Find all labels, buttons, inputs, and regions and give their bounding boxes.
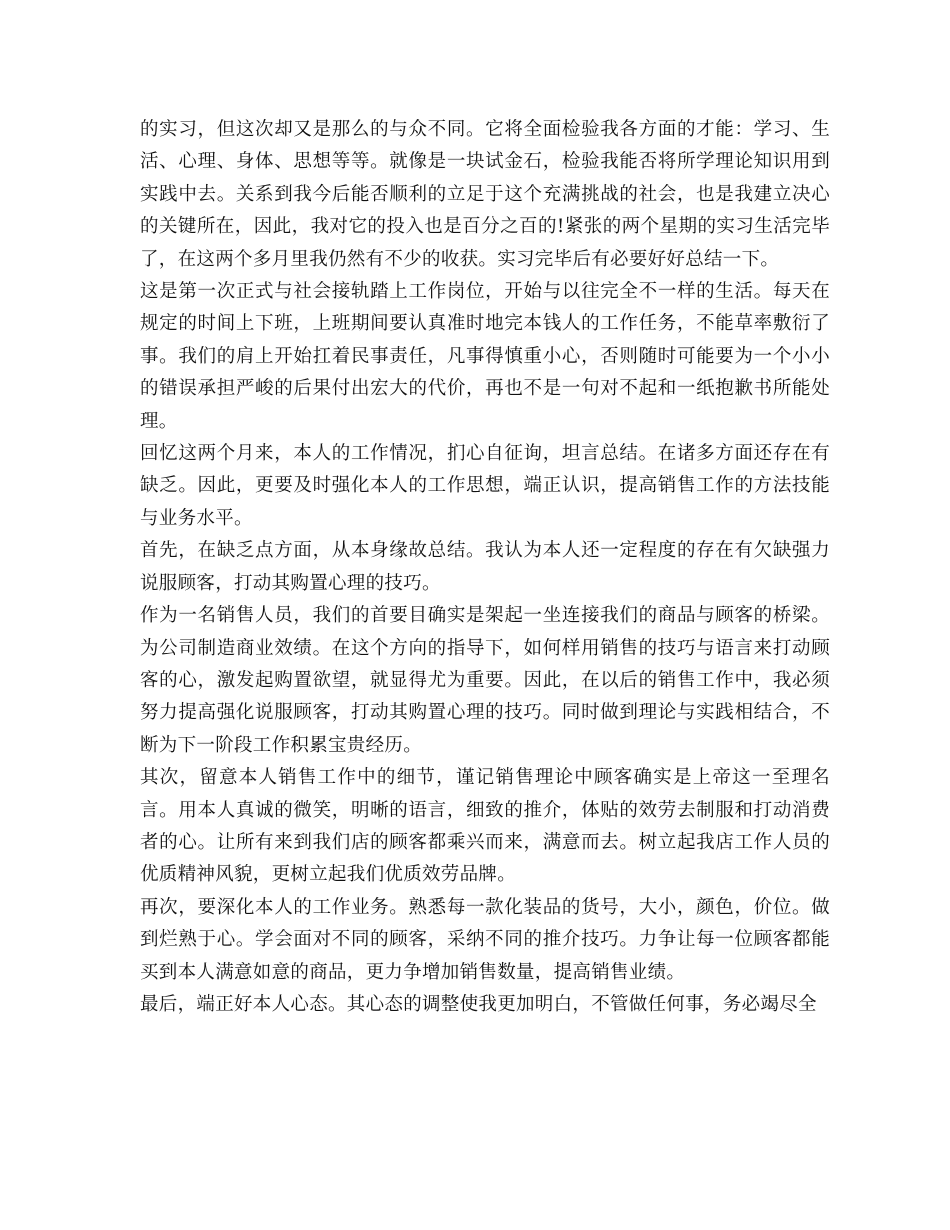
document-body [140,114,830,1021]
paragraph-3: 回忆这两个月来，本人的工作情况，扪心自征询，坦言总结。在诸多方面还存在有缺乏。因此，更要及时强化本人的工作思想，端正认识，提高销售工作的方法技能与业务水平。 [140,443,830,529]
paragraph-5: 作为一名销售人员，我们的首要目确实是架起一坐连接我们的商品与顾客的桥梁。为公司制造商业效绩。在这个方向的指导下，如何样用销售的技巧与语言来打动顾客的心，激发起购置欲望，就显得尤为重要。因此，在以后的销售工作中，我必须努力提高强化说服顾客，打动其购置心理的技巧。同时做到理论与实践相结合，不断为下一阶段工作积累宝贵经历。 [140,605,830,756]
paragraph-6: 其次，留意本人销售工作中的细节，谨记销售理论中顾客确实是上帝这一至理名言。用本人真诚的微笑，明晰的语言，细致的推介，体贴的效劳去制服和打动消费者的心。让所有来到我们店的顾客都乘兴而来，满意而去。树立起我店工作人员的优质精神风貌，更树立起我们优质效劳品牌。 [140,767,830,886]
paragraph-1: 的实习，但这次却又是那么的与众不同。它将全面检验我各方面的才能：学习、生活、心理、身体、思想等等。就像是一块试金石，检验我能否将所学理论知识用到实践中去。关系到我今后能否顺利的立足于这个充满挑战的社会，也是我建立决心的关键所在，因此，我对它的投入也是百分之百的!紧张的两个星期的实习生活完毕了，在这两个多月里我仍然有不少的收获。实习完毕后有必要好好总结一下。 [140,119,830,270]
paragraph-8: 最后，端正好本人心态。其心态的调整使我更加明白，不管做任何事，务必竭尽全 [140,993,817,1015]
paragraph-2: 这是第一次正式与社会接轨踏上工作岗位，开始与以往完全不一样的生活。每天在规定的时间上下班，上班期间要认真准时地完本钱人的工作任务，不能草率敷衍了事。我们的肩上开始扛着民事责任，凡事得慎重小心，否则随时可能要为一个小小的错误承担严峻的后果付出宏大的代价，再也不是一句对不起和一纸抱歉书所能处理。 [140,281,830,432]
paragraph-7: 再次，要深化本人的工作业务。熟悉每一款化装品的货号，大小，颜色，价位。做到烂熟于心。学会面对不同的顾客，采纳不同的推介技巧。力争让每一位顾客都能买到本人满意如意的商品，更力争增加销售数量，提高销售业绩。 [140,896,830,983]
paragraph-4: 首先，在缺乏点方面，从本身缘故总结。我认为本人还一定程度的存在有欠缺强力说服顾客，打动其购置心理的技巧。 [140,540,830,594]
